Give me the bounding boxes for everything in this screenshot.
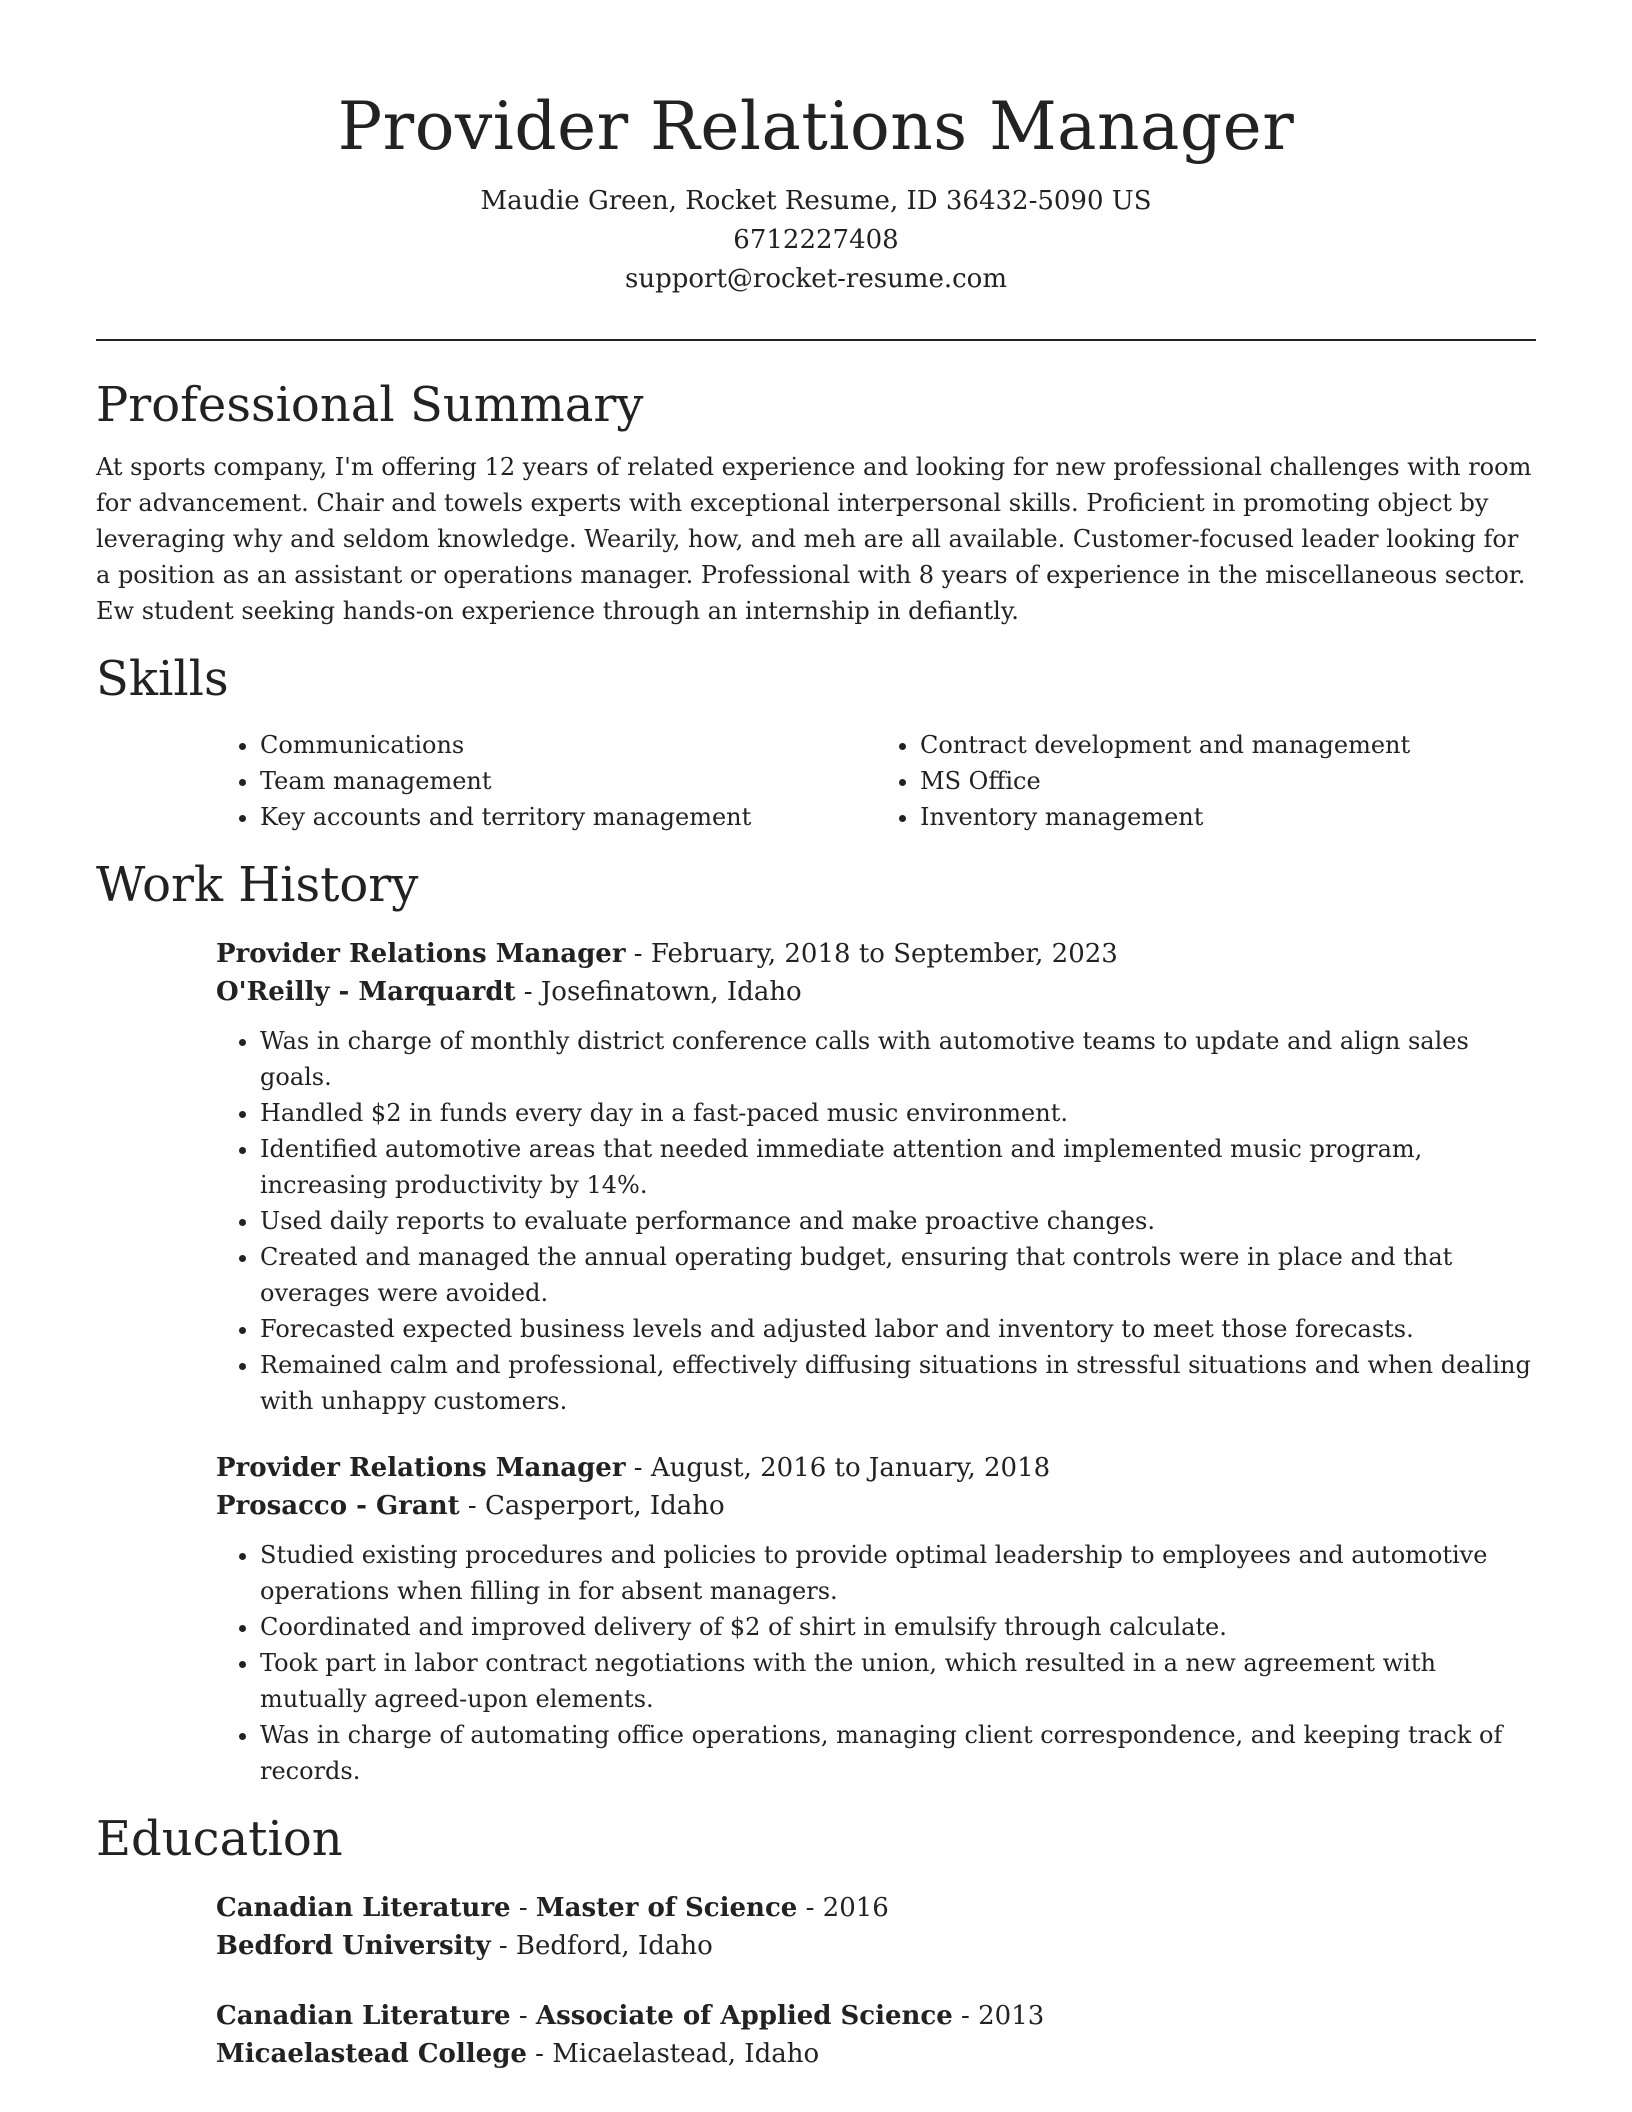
job-bullet: • Identified automotive areas that needed immediate attention and implemented music program, increasing productivity by 14%.: [260, 1131, 1536, 1203]
education-degree: Master of Science: [535, 1893, 798, 1923]
skill-item: • Key accounts and territory management: [260, 799, 876, 835]
education-degree: Associate of Applied Science: [535, 2001, 953, 2031]
education-heading: Education: [96, 1811, 343, 1867]
skills-section: [96, 649, 1536, 835]
skills-columns: [216, 727, 1536, 835]
job-entry: [216, 1449, 1536, 1789]
job-dates: February, 2018 to September, 2023: [650, 939, 1118, 969]
summary-text: At sports company, I'm offering 12 years of related experience and looking for new professional challenges with room for advancement. Chair and towels experts with exceptional interpersonal skills. Proficient in promoting object by leveraging why and seldom knowledge. Wearily, how, and meh are all available. Customer-focused leader looking for a position as an assistant or operations manager. Professional with 8 years of experience in the miscellaneous sector. Ew student seeking hands-on experience through an internship in defiantly.: [96, 453, 1532, 625]
separator: -: [625, 1453, 651, 1483]
skill-item: • Team management: [260, 763, 876, 799]
education-school: Micaelastead College: [216, 2039, 527, 2069]
job-bullet: • Was in charge of monthly district conference calls with automotive teams to update and align sales goals.: [260, 1023, 1536, 1095]
education-degree-line: [216, 1889, 1536, 1927]
work-section: [96, 855, 1536, 1789]
job-bullet: • Coordinated and improved delivery of $2 of shirt in emulsify through calculate.: [260, 1609, 1536, 1645]
job-bullet: • Studied existing procedures and policies to provide optimal leadership to employees and automotive operations when filling in for absent managers.: [260, 1537, 1536, 1609]
skills-list-left: [216, 727, 876, 835]
education-degree-line: [216, 1997, 1536, 2035]
summary-heading: Professional Summary: [96, 377, 644, 433]
resume-header: [96, 0, 1536, 299]
education-entry: [216, 1889, 1536, 1965]
skills-heading: Skills: [96, 651, 229, 707]
job-location: Josefinatown, Idaho: [540, 977, 802, 1007]
separator: -: [510, 1893, 536, 1923]
work-heading: Work History: [96, 857, 419, 913]
education-entry: [216, 1997, 1536, 2073]
separator: -: [952, 2001, 979, 2031]
education-section: [96, 1809, 1536, 2073]
job-title: Provider Relations Manager: [216, 1453, 626, 1483]
job-bullet: • Remained calm and professional, effectively diffusing situations in stressful situations and when dealing with unhappy customers.: [260, 1347, 1536, 1419]
separator: -: [459, 1491, 485, 1521]
separator: -: [515, 977, 541, 1007]
education-location: Bedford, Idaho: [515, 1931, 713, 1961]
skill-item: • MS Office: [920, 763, 1536, 799]
separator: -: [625, 939, 651, 969]
job-bullets: [216, 1537, 1536, 1789]
education-location: Micaelastead, Idaho: [552, 2039, 820, 2069]
job-entry: [216, 935, 1536, 1419]
contact-address: Maudie Green, Rocket Resume, ID 36432-5090 US: [480, 186, 1152, 216]
separator: -: [526, 2039, 553, 2069]
job-location: Casperport, Idaho: [484, 1491, 725, 1521]
job-dates: August, 2016 to January, 2018: [650, 1453, 1051, 1483]
education-year: 2016: [822, 1893, 889, 1923]
job-bullet: • Handled $2 in funds every day in a fast-paced music environment.: [260, 1095, 1536, 1131]
job-company-line: [216, 973, 1536, 1011]
skill-item: • Communications: [260, 727, 876, 763]
job-title-line: [216, 1449, 1536, 1487]
contact-phone: 6712227408: [733, 225, 899, 255]
education-school-line: [216, 1927, 1536, 1965]
job-bullet: • Was in charge of automating office operations, managing client correspondence, and keeping track of records.: [260, 1717, 1536, 1789]
job-bullet: • Forecasted expected business levels and adjusted labor and inventory to meet those forecasts.: [260, 1311, 1536, 1347]
header-divider: [96, 339, 1536, 341]
job-company: Prosacco - Grant: [216, 1491, 460, 1521]
separator: -: [490, 1931, 516, 1961]
contact-block: [96, 182, 1536, 299]
job-title: Provider Relations Manager: [216, 939, 626, 969]
job-company-line: [216, 1487, 1536, 1525]
summary-section: [96, 375, 1536, 629]
job-company: O'Reilly - Marquardt: [216, 977, 516, 1007]
education-year: 2013: [978, 2001, 1045, 2031]
education-field: Canadian Literature: [216, 2001, 511, 2031]
education-school-line: [216, 2035, 1536, 2073]
skill-item: • Contract development and management: [920, 727, 1536, 763]
job-bullet: • Took part in labor contract negotiations with the union, which resulted in a new agreement with mutually agreed-upon elements.: [260, 1645, 1536, 1717]
education-school: Bedford University: [216, 1931, 491, 1961]
education-field: Canadian Literature: [216, 1893, 511, 1923]
resume-page: [96, 0, 1536, 2073]
resume-title: Provider Relations Manager: [337, 88, 1295, 165]
job-bullet: • Used daily reports to evaluate performance and make proactive changes.: [260, 1203, 1536, 1239]
contact-email: support@rocket-resume.com: [624, 264, 1007, 294]
job-title-line: [216, 935, 1536, 973]
job-bullet: • Created and managed the annual operating budget, ensuring that controls were in place and that overages were avoided.: [260, 1239, 1536, 1311]
skills-list-right: [876, 727, 1536, 835]
job-bullets: [216, 1023, 1536, 1419]
separator: -: [510, 2001, 536, 2031]
separator: -: [797, 1893, 823, 1923]
skill-item: • Inventory management: [920, 799, 1536, 835]
